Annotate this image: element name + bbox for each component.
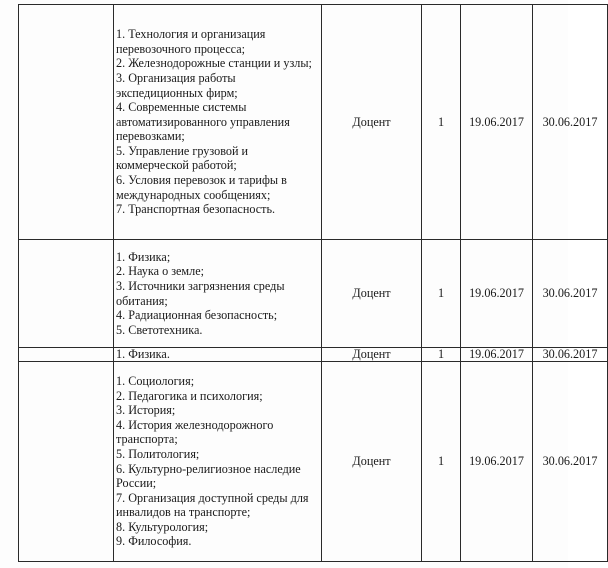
discipline-item: 4. Радиационная безопасность; xyxy=(116,308,278,323)
discipline-item: 5. Политология; xyxy=(116,446,200,461)
vacancy-table xyxy=(18,4,608,562)
disciplines-cell xyxy=(114,240,322,348)
disciplines-cell xyxy=(114,5,322,240)
discipline-item: 4. История железнодорожного транспорта; xyxy=(116,417,274,447)
count-cell: 1 xyxy=(422,362,461,562)
end-date-cell: 30.06.2017 xyxy=(533,5,608,240)
empty-cell xyxy=(19,240,114,348)
discipline-item: 1. Социология; xyxy=(116,373,195,388)
position-cell: Доцент xyxy=(322,362,422,562)
table-row xyxy=(19,5,608,240)
discipline-item: 1. Технология и организация перевозочного процесса; xyxy=(116,27,266,56)
start-date-cell: 19.06.2017 xyxy=(461,362,533,562)
end-date-cell: 30.06.2017 xyxy=(533,362,608,562)
discipline-item: 3. Источники загрязнения среды обитания; xyxy=(116,278,285,308)
discipline-item: 9. Философия. xyxy=(116,534,192,549)
start-date-cell: 19.06.2017 xyxy=(461,5,533,240)
discipline-item: 1. Физика; xyxy=(116,249,171,264)
count-cell: 1 xyxy=(422,240,461,348)
discipline-item: 1. Физика. xyxy=(116,347,170,361)
discipline-item: 7. Транспортная безопасность. xyxy=(116,202,276,217)
discipline-item: 3. История; xyxy=(116,403,176,418)
position-cell: Доцент xyxy=(322,5,422,240)
table-row xyxy=(19,348,608,362)
end-date-cell: 30.06.2017 xyxy=(533,240,608,348)
discipline-item: 2. Наука о земле; xyxy=(116,264,205,279)
table-row xyxy=(19,240,608,348)
count-cell: 1 xyxy=(422,348,461,362)
discipline-item: 5. Управление грузовой и коммерческой работой; xyxy=(116,143,249,173)
disciplines-cell xyxy=(114,348,322,362)
empty-cell xyxy=(19,362,114,562)
discipline-item: 8. Культурология; xyxy=(116,519,209,534)
discipline-item: 5. Светотехника. xyxy=(116,322,203,337)
empty-cell xyxy=(19,348,114,362)
position-cell: Доцент xyxy=(322,348,422,362)
disciplines-cell xyxy=(114,362,322,562)
empty-cell xyxy=(19,5,114,240)
discipline-item: 4. Современные системы автоматизированного управления перевозками; xyxy=(116,100,290,144)
discipline-item: 2. Педагогика и психология; xyxy=(116,388,263,403)
start-date-cell: 19.06.2017 xyxy=(461,240,533,348)
discipline-item: 2. Железнодорожные станции и узлы; xyxy=(116,56,312,71)
discipline-item: 7. Организация доступной среды для инвалидов на транспорте; xyxy=(116,490,309,520)
discipline-item: 6. Условия перевозок и тарифы в международных сообщениях; xyxy=(116,173,287,202)
discipline-item: 6. Культурно-религиозное наследие России; xyxy=(116,461,301,491)
end-date-cell: 30.06.2017 xyxy=(533,348,608,362)
start-date-cell: 19.06.2017 xyxy=(461,348,533,362)
table-row xyxy=(19,362,608,562)
position-cell: Доцент xyxy=(322,240,422,348)
count-cell: 1 xyxy=(422,5,461,240)
discipline-item: 3. Организация работы экспедиционных фирм; xyxy=(116,70,238,100)
